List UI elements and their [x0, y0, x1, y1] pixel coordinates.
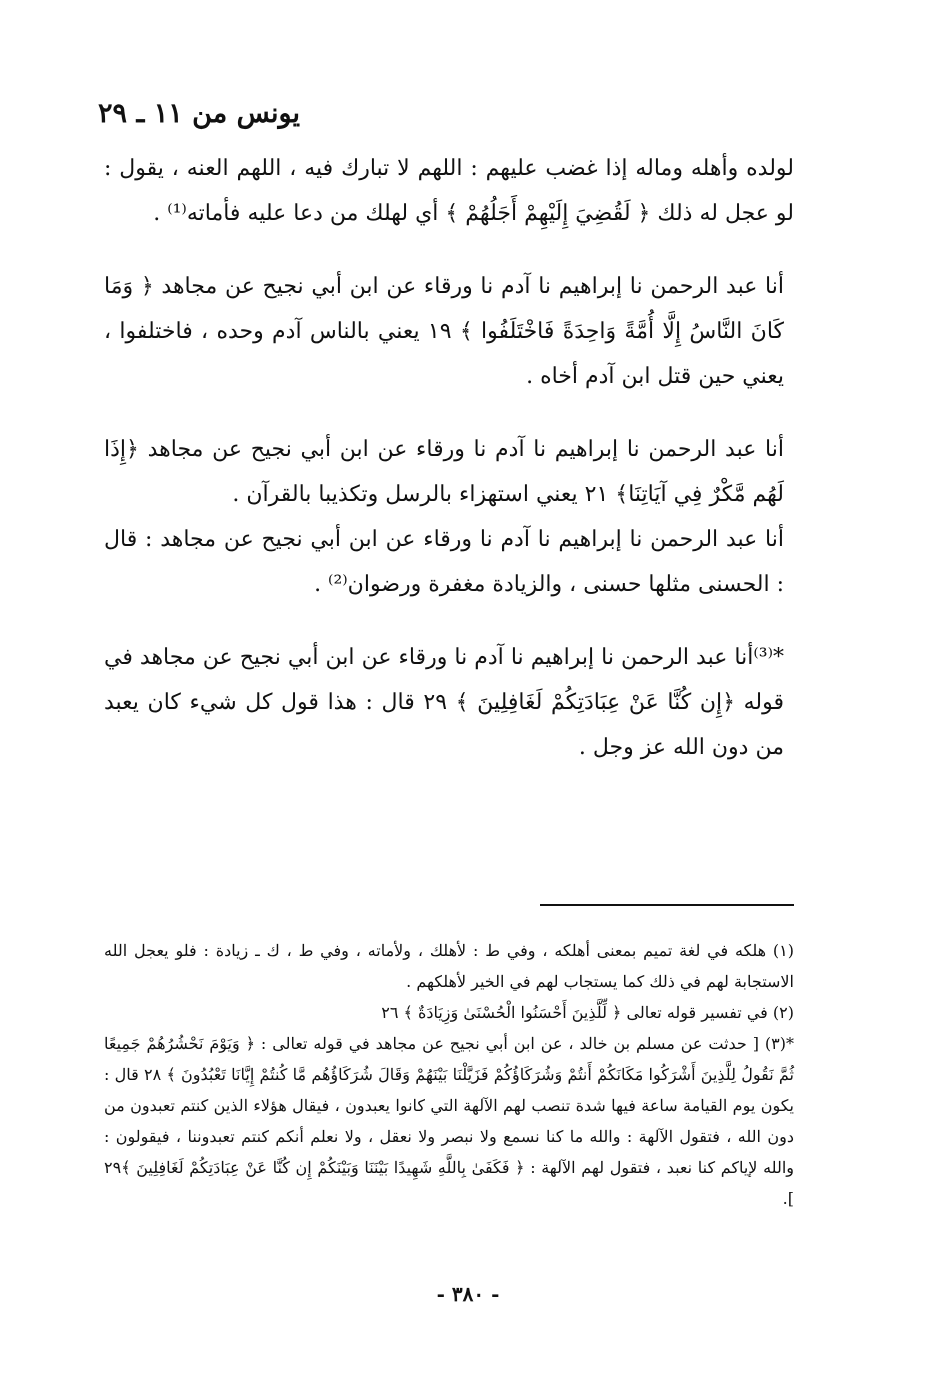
footnotes — [104, 935, 794, 1214]
footnote-2: (٢) في تفسير قوله تعالى ﴿ لِّلَّذِينَ أَحْسَنُوا الْحُسْنَىٰ وَزِيَادَةٌ ﴾ ٢٦ — [381, 1003, 794, 1022]
paragraph-2: أنا عبد الرحمن نا إبراهيم نا آدم نا ورقاء عن ابن أبي نجيح عن مجاهد ﴿ وَمَا كَانَ النَّاسُ إِلَّا أُمَّةً وَاحِدَةً فَاخْتَلَفُوا ﴾ ١٩ يعني بالناس آدم وحده ، فاختلفوا ، يعني حين قتل ابن آدم أخاه . — [104, 274, 784, 389]
footnote-separator — [540, 904, 794, 906]
footnote-1: (١) هلكه في لغة تميم بمعنى أهلكه ، وفي ط : لأهلك ، ولأماته ، وفي ط ، ك ـ زيادة : فلو يعجل الله الاستجابة لهم في ذلك كما يستجاب لهم في الخير لأهلكهم . — [104, 941, 794, 991]
paragraph-1: لولده وأهله وماله إذا غضب عليهم : اللهم لا تبارك فيه ، اللهم العنه ، يقول : لو عجل له ذلك ﴿ لَقُضِيَ إِلَيْهِمْ أَجَلُهُمْ ﴾ أي لهلك من دعا عليه فأماته⁽¹⁾ . — [104, 156, 794, 226]
paragraph-5: *⁽³⁾أنا عبد الرحمن نا إبراهيم نا آدم نا ورقاء عن ابن أبي نجيح عن مجاهد في قوله ﴿إِن كُنَّا عَنْ عِبَادَتِكُمْ لَغَافِلِينَ ﴾ ٢٩ قال : هذا قول كل شيء كان يعبد من دون الله عز وجل . — [104, 645, 784, 760]
page-number: - ٣٨٠ - — [436, 1282, 500, 1306]
running-header: يونس من ١١ ـ ٢٩ — [98, 98, 300, 129]
footnote-3: *(٣) [ حدثت عن مسلم بن خالد ، عن ابن أبي نجيح عن مجاهد في قوله تعالى : ﴿ وَيَوْمَ نَحْشُرُهُمْ جَمِيعًا ثُمَّ نَقُولُ لِلَّذِينَ أَشْرَكُوا مَكَانَكُمْ أَنتُمْ وَشُرَكَاؤُكُمْ فَزَيَّلْنَا بَيْنَهُمْ وَقَالَ شُرَكَاؤُهُم مَّا كُنتُمْ إِيَّانَا تَعْبُدُونَ ﴾ ٢٨ قال : يكون يوم القيامة ساعة فيها شدة تنصب لهم الآلهة التي كانوا يعبدون ، فيقال هؤلاء الذين كنتم تعبدون من دون الله ، فتقول الآلهة : والله ما كنا نسمع ولا نبصر ولا نعقل ، ولا نعلم أنكم كنتم تعبدوننا ، فيقولون : والله لإياكم كنا نعبد ، فتقول لهم الآلهة : ﴿ فَكَفَىٰ بِاللَّهِ شَهِيدًا بَيْنَنَا وَبَيْنَكُمْ إِن كُنَّا عَنْ عِبَادَتِكُمْ لَغَافِلِينَ ﴾٢٩ ]. — [104, 1034, 794, 1208]
main-text — [104, 146, 794, 798]
paragraph-3: أنا عبد الرحمن نا إبراهيم نا آدم نا ورقاء عن ابن أبي نجيح عن مجاهد ﴿إِذَا لَهُم مَّكْرٌ فِي آيَاتِنَا﴾ ٢١ يعني استهزاء بالرسل وتكذيبا بالقرآن . — [104, 437, 784, 507]
paragraph-4: أنا عبد الرحمن نا إبراهيم نا آدم نا ورقاء عن ابن أبي نجيح عن مجاهد : قال : الحسنى مثلها حسنى ، والزيادة مغفرة ورضوان⁽²⁾ . — [104, 527, 784, 597]
